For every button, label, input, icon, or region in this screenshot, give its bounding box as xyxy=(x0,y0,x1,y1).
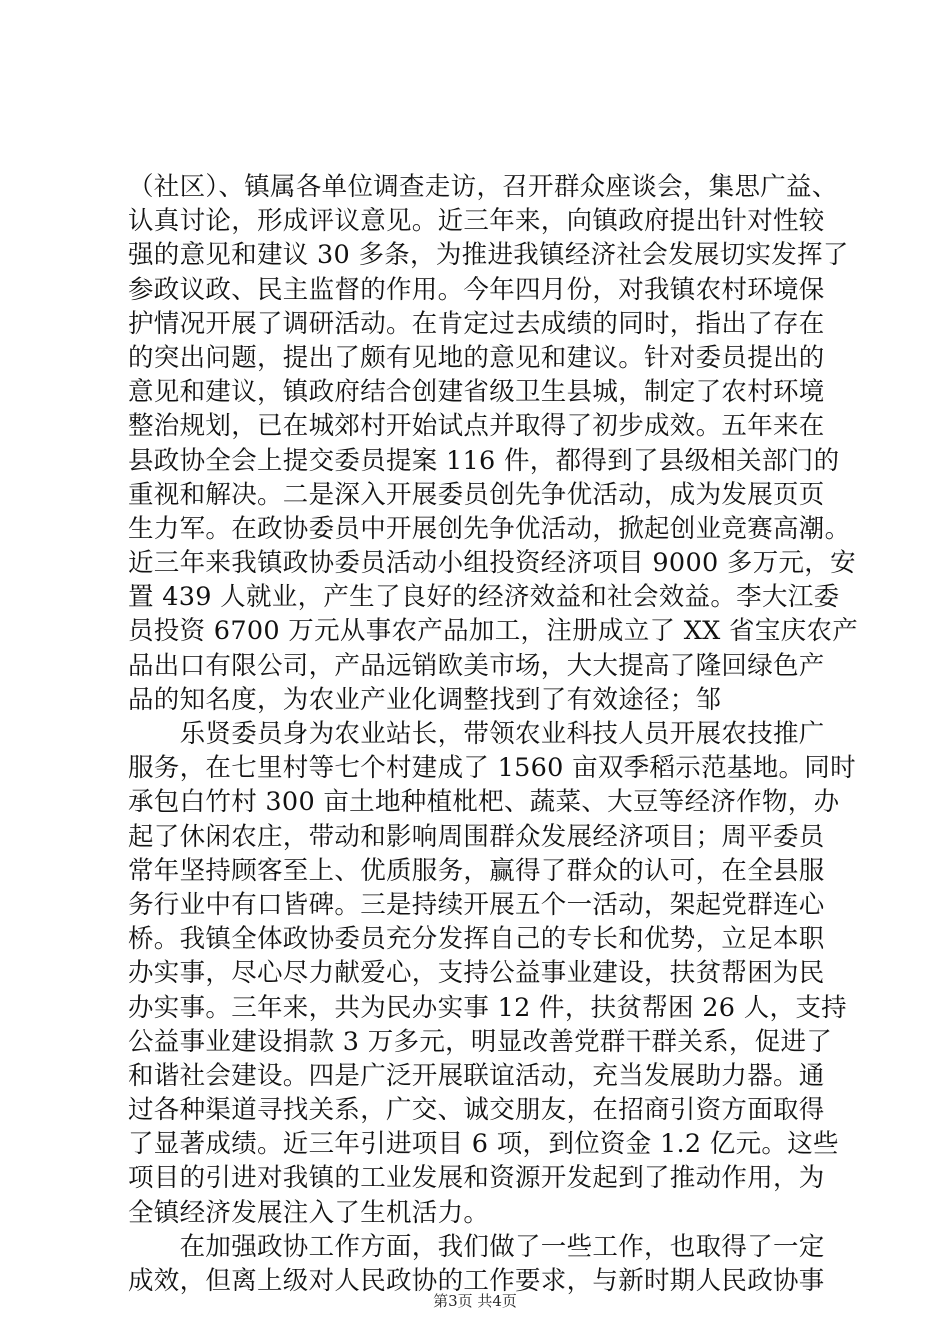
text-line: 全镇经济发展注入了生机活力。 xyxy=(128,1197,490,1228)
text-line: （社区）、镇属各单位调查走访，召开群众座谈会，集思广益、 xyxy=(128,172,838,202)
text-line: 服务，在七里村等七个村建成了 1560 亩双季稻示范基地。同时 xyxy=(128,753,856,784)
text-line: 承包白竹村 300 亩土地种植枇杷、蔬菜、大豆等经济作物，办 xyxy=(128,787,840,818)
text-line: 务行业中有口皆碑。三是持续开展五个一活动，架起党群连心 xyxy=(128,889,825,920)
page-number: 第3页 共4页 xyxy=(433,1292,517,1310)
text-line: 项目的引进对我镇的工业发展和资源开发起到了推动作用，为 xyxy=(128,1163,825,1194)
text-line: 认真讨论，形成评议意见。近三年来，向镇政府提出针对性较 xyxy=(128,206,825,237)
text-line: 县政协全会上提交委员提案 116 件，都得到了县级相关部门的 xyxy=(128,445,840,476)
text-line: 品出口有限公司，产品远销欧美市场，大大提高了隆回绿色产 xyxy=(128,650,825,681)
text-line: 参政议政、民主监督的作用。今年四月份，对我镇农村环境保 xyxy=(128,274,825,305)
text-line: 乐贤委员身为农业站长，带领农业科技人员开展农技推广 xyxy=(128,719,825,749)
text-line: 桥。我镇全体政协委员充分发挥自己的专长和优势，立足本职 xyxy=(128,924,825,955)
text-line: 品的知名度，为农业产业化调整找到了有效途径；邹 xyxy=(128,684,722,715)
text-line: 办实事。三年来，共为民办实事 12 件，扶贫帮困 26 人，支持 xyxy=(128,992,847,1023)
text-line: 近三年来我镇政协委员活动小组投资经济项目 9000 多万元，安 xyxy=(128,548,856,579)
text-line: 公益事业建设捐款 3 万多元，明显改善党群干群关系，促进了 xyxy=(128,1026,833,1057)
text-line: 生力军。在政协委员中开展创先争优活动，掀起创业竞赛高潮。 xyxy=(128,513,851,544)
text-line: 办实事，尽心尽力献爱心，支持公益事业建设，扶贫帮困为民 xyxy=(128,958,825,989)
text-line: 和谐社会建设。四是广泛开展联谊活动，充当发展助力器。通 xyxy=(128,1060,825,1091)
text-line: 意见和建议，镇政府结合创建省级卫生县城，制定了农村环境 xyxy=(128,377,825,408)
text-line: 护情况开展了调研活动。在肯定过去成绩的同时，指出了存在 xyxy=(128,308,825,339)
text-line: 成效，但离上级对人民政协的工作要求，与新时期人民政协事 xyxy=(128,1266,825,1296)
text-line: 员投资 6700 万元从事农产品加工，注册成立了 XX 省宝庆农产 xyxy=(128,616,859,647)
page-footer xyxy=(0,1290,950,1311)
text-line: 整治规划，已在城郊村开始试点并取得了初步成效。五年来在 xyxy=(128,411,825,442)
text-line: 过各种渠道寻找关系，广交、诚交朋友，在招商引资方面取得 xyxy=(128,1095,825,1126)
text-line: 在加强政协工作方面，我们做了一些工作，也取得了一定 xyxy=(128,1231,825,1262)
text-line: 起了休闲农庄，带动和影响周围群众发展经济项目；周平委员 xyxy=(128,821,825,852)
text-line: 置 439 人就业，产生了良好的经济效益和社会效益。李大江委 xyxy=(128,582,840,613)
text-line: 重视和解决。二是深入开展委员创先争优活动，成为发展页页 xyxy=(128,479,825,510)
text-line: 强的意见和建议 30 多条，为推进我镇经济社会发展切实发挥了 xyxy=(128,240,849,271)
text-line: 常年坚持顾客至上、优质服务，赢得了群众的认可，在全县服 xyxy=(128,855,825,886)
document-body xyxy=(128,170,859,1298)
text-line: 了显著成绩。近三年引进项目 6 项，到位资金 1.2 亿元。这些 xyxy=(128,1129,839,1160)
text-line: 的突出问题，提出了颇有见地的意见和建议。针对委员提出的 xyxy=(128,342,825,373)
